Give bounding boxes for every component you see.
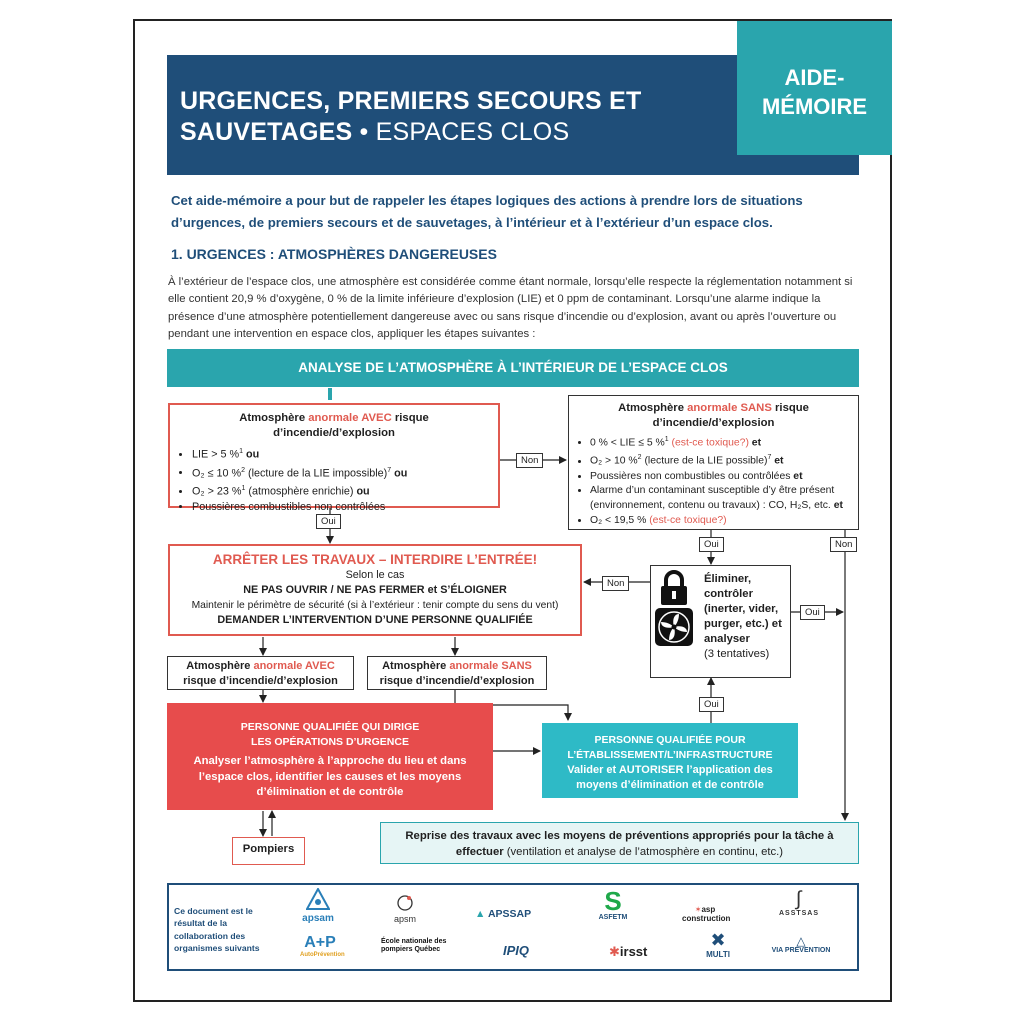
list-item (192, 500, 490, 515)
label-oui-1: Oui (316, 514, 341, 529)
footnote: 7 (767, 454, 772, 462)
irsst-mark: ✱ (609, 944, 620, 959)
logo-via-prevention (768, 935, 834, 954)
footer-text: Ce document est le résultat de la collaboration des organismes suivants (174, 906, 260, 954)
intro-text: Cet aide-mémoire a pour but de rappeler les étapes logiques des actions à prendre lors de situations d’urgences, de premiers secours et de sauvetages, à l’intérieur et à l’extérieur d’un espace clos. (171, 193, 803, 230)
logo-label: APSSAP (487, 908, 532, 920)
apssap-mark: ▲ (475, 908, 486, 920)
label-oui-4: Oui (699, 697, 724, 712)
logo-label: asp construction (682, 905, 731, 923)
small-sans-t1: Atmosphère (382, 660, 450, 672)
logo-label: ASSTSAS (778, 910, 820, 917)
logo-ecole-pompiers (381, 938, 461, 954)
pq-etab-title: PERSONNE QUALIFIÉE POUR L’ÉTABLISSEMENT/L’INFRASTRUCTURE (567, 734, 773, 761)
list-item (590, 484, 851, 514)
box-avec-t1: Atmosphère (239, 412, 309, 424)
box-avec-title (178, 411, 490, 441)
conj: ou (353, 485, 370, 498)
item-text: O₂ > 23 % (192, 485, 242, 498)
small-sans-t2: anormale SANS (449, 660, 532, 672)
list-item (590, 514, 851, 529)
item-text: 0 % < LIE ≤ 5 % (590, 437, 665, 449)
pq-urgence-title: PERSONNE QUALIFIÉE QUI DIRIGE LES OPÉRATIONS D’URGENCE (240, 721, 420, 748)
box-reprise-travaux (380, 822, 859, 864)
list-item (192, 481, 490, 500)
box-atmosphere-sans (568, 395, 859, 530)
logo-label: apsam (302, 913, 334, 924)
box-small-avec (167, 656, 354, 690)
asp-mark: ✶ (694, 905, 702, 914)
label-non-2: Non (830, 537, 857, 552)
logo-apssap (475, 908, 545, 920)
box-sans-list (576, 433, 851, 529)
footnote: 7 (387, 466, 392, 474)
logo-label: apsm (393, 914, 416, 924)
logo-label: École nationale des pompiers Québec (381, 938, 447, 953)
small-sans-t3: risque d’incendie/d’explosion (379, 675, 535, 687)
item-text: O₂ ≤ 10 % (192, 467, 242, 480)
box-sans-t4: d’incendie/d’explosion (652, 417, 775, 429)
section-title: 1. URGENCES : ATMOSPHÈRES DANGEREUSES (171, 246, 497, 262)
box-pq-urgence (167, 703, 493, 810)
pq-urgence-body: Analyser l’atmosphère à l’approche du lieu et dans l’espace clos, identifier les causes et les moyens d’élimination et de contrôle (193, 755, 467, 798)
logo-label: irsst (619, 944, 648, 959)
lock-icon (657, 570, 691, 606)
logo-asp-construction (682, 905, 731, 923)
small-avec-t2: anormale AVEC (253, 660, 335, 672)
box-avec-list (178, 444, 490, 515)
box-sans-title (576, 401, 851, 431)
label-oui-2: Oui (699, 537, 724, 552)
asstsas-mark: ∫ (795, 888, 803, 910)
logo-multi (701, 930, 735, 959)
conj: et (830, 500, 843, 512)
box-arreter-travaux (168, 544, 582, 636)
item-rest: (atmosphère enrichie) (245, 485, 354, 498)
title-bold: SAUVETAGES (180, 118, 353, 146)
arreter-title: ARRÊTER LES TRAVAUX – INTERDIRE L’ENTRÉE! (212, 552, 538, 567)
conj: et (771, 455, 784, 467)
list-item (590, 470, 851, 485)
arreter-line-1: Selon le cas (345, 569, 405, 581)
item-text: Alarme d’un contaminant susceptible d’y être présent (environnement, contenu ou travaux) : CO, H₂S, etc. (590, 485, 835, 512)
box-avec-t4: d’incendie/d’explosion (273, 427, 395, 439)
conj: ou (391, 467, 408, 480)
eliminer-text (704, 572, 790, 662)
list-item (192, 463, 490, 482)
pq-etab-body: Valider et AUTORISER l’application des moyens d’élimination et de contrôle (567, 764, 773, 791)
box-sans-t1: Atmosphère (618, 402, 688, 414)
item-text: LIE > 5 % (192, 448, 240, 461)
footnote: 2 (241, 466, 246, 474)
box-small-sans (367, 656, 547, 690)
logo-apsam (298, 888, 338, 924)
toxic-note: (est-ce toxique?) (646, 514, 727, 526)
logo-label: VIA PRÉVENTION (771, 947, 831, 954)
title-subtitle: • ESPACES CLOS (352, 118, 570, 146)
badge-line-1: AIDE- (784, 65, 845, 90)
apsm-logo-mark (394, 894, 416, 912)
item-text: Poussières non combustibles ou contrôlées (590, 470, 791, 482)
toxic-note: (est-ce toxique?) (668, 437, 749, 449)
banner-text-2: À L’INTÉRIEUR (497, 360, 595, 375)
logo-asfetm (595, 888, 631, 921)
asfetm-mark: S (604, 886, 622, 916)
item-text: O₂ > 10 % (590, 455, 638, 467)
banner-text-1: ANALYSE DE L’ATMOSPHÈRE (298, 360, 497, 375)
box-sans-t2: anormale SANS (687, 402, 772, 414)
list-item (192, 444, 490, 463)
small-avec-t3: risque d’incendie/d’explosion (183, 675, 338, 687)
footnote: 1 (664, 436, 669, 443)
section-paragraph: À l’extérieur de l’espace clos, une atmosphère est considérée comme étant normale, lorsqu’elle respecte la réglementation notamment si elle contient 20,9 % d’oxygène, 0 % de la limite inférieure d’explosion (LIE) et 0 ppm de contaminant. Lorsqu’une alarme indique la présence d’une atmosphère potentiellement dangereuse avec ou sans risque d’incendie ou d’explosion, avant ou après l’ouverture ou pendant une intervention en espace clos, appliquer les étapes suivantes : (168, 276, 853, 340)
box-pompiers: Pompiers (232, 837, 305, 865)
arreter-line-3: Maintenir le périmètre de sécurité (si à l’extérieur : tenir compte du sens du vent) (191, 600, 559, 611)
logo-label: MULTI (706, 950, 730, 959)
autoprevention-mark: A+P (304, 934, 336, 951)
label-oui-3: Oui (800, 605, 825, 620)
multi-mark: ✖ (710, 930, 726, 950)
reprise-rest: (ventilation et analyse de l’atmosphère en continu, etc.) (503, 846, 784, 858)
logo-irsst (609, 944, 665, 960)
box-atmosphere-avec (168, 403, 500, 513)
via-mark: △ (796, 934, 806, 948)
eliminer-rest: (3 tentatives) (704, 648, 770, 660)
list-item (590, 433, 851, 451)
reprise-bold: Reprise des travaux avec les moyens de préventions appropriés pour la tâche à effectuer (405, 830, 834, 858)
box-eliminer (650, 565, 791, 678)
box-pq-etablissement (542, 723, 798, 798)
list-item (590, 451, 851, 469)
label-non-1: Non (516, 453, 543, 468)
footnote: 2 (637, 454, 642, 462)
conj: et (748, 437, 762, 449)
small-avec-t1: Atmosphère (186, 660, 254, 672)
logo-ipiq: IPIQ (503, 943, 530, 958)
eliminer-bold: Éliminer, contrôler (inerter, vider, purger, etc.) et analyser (704, 573, 782, 645)
conj: ou (243, 448, 260, 461)
badge-line-2: MÉMOIRE (761, 94, 868, 119)
box-avec-t3: risque (391, 412, 429, 424)
box-sans-t3: risque (771, 402, 809, 414)
item-rest: (lecture de la LIE possible) (641, 455, 768, 467)
arreter-line-2: NE PAS OUVRIR / NE PAS FERMER et S’ÉLOIGNER (243, 584, 507, 596)
footnote: 1 (239, 448, 244, 455)
logo-label: AutoPrévention (300, 952, 345, 958)
item-text: O₂ < 19,5 % (590, 514, 647, 526)
fan-icon (655, 608, 693, 646)
logo-autoprevention (300, 934, 345, 958)
item-text: Poussières combustibles non contrôlées (192, 500, 386, 513)
footnote: 1 (241, 485, 246, 493)
box-avec-t2: anormale AVEC (308, 412, 392, 424)
logo-apsm (388, 894, 422, 924)
logo-asstsas (776, 888, 822, 917)
label-non-3: Non (602, 576, 629, 591)
apsam-logo-mark (306, 888, 330, 910)
logo-label: ASFETM (598, 914, 628, 921)
banner-text-3: DE L’ESPACE CLOS (594, 360, 728, 375)
arreter-line-4: DEMANDER L’INTERVENTION D’UNE PERSONNE QUALIFIÉE (217, 614, 533, 626)
item-rest: (lecture de la LIE impossible) (245, 467, 388, 480)
title-line-1: URGENCES, PREMIERS SECOURS ET (180, 87, 642, 115)
conj: et (790, 470, 803, 482)
